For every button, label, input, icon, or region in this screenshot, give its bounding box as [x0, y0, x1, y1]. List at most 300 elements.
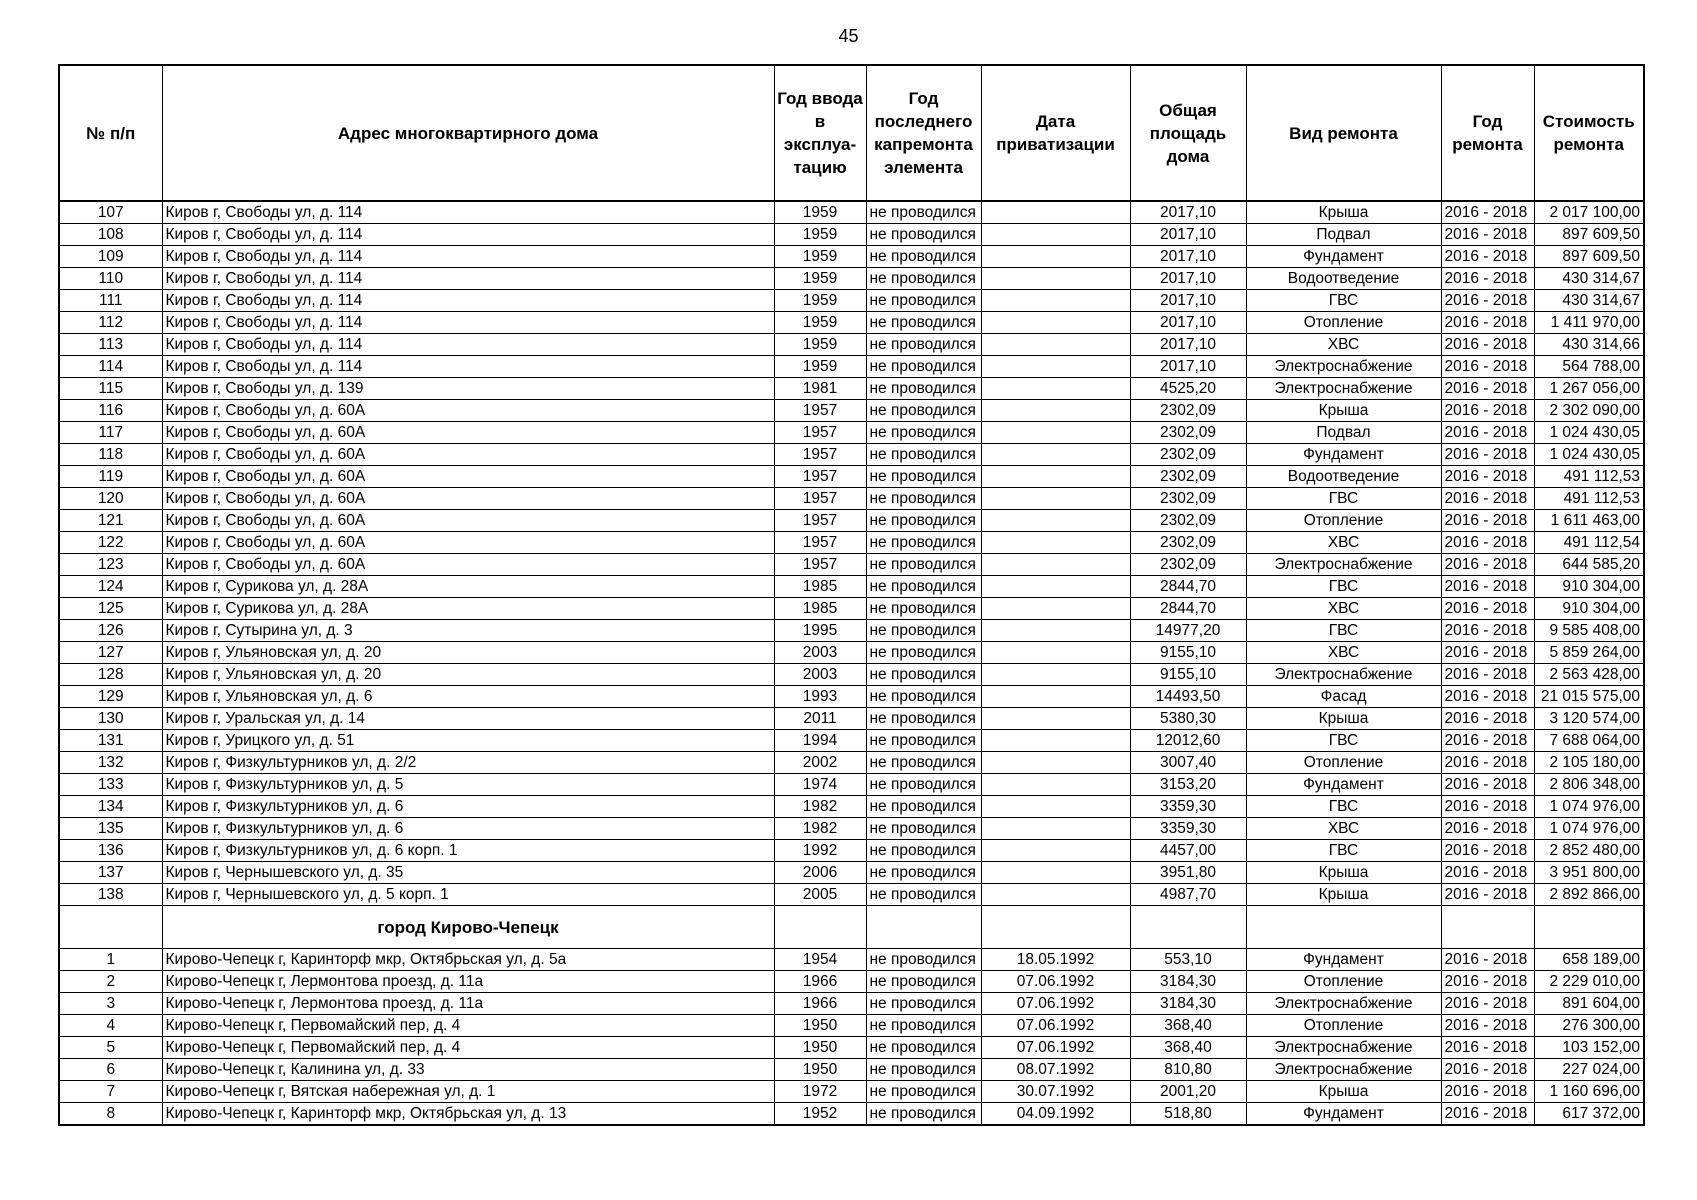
cell-area: 3359,30	[1130, 796, 1246, 818]
cell-cost: 21 015 575,00	[1534, 686, 1644, 708]
table-row	[59, 708, 1644, 730]
table-row	[59, 884, 1644, 906]
table-row	[59, 576, 1644, 598]
section-empty-cell	[866, 906, 981, 949]
cell-repair-type: ХВС	[1246, 642, 1441, 664]
cell-address: Кирово-Чепецк г, Первомайский пер, д. 4	[162, 1037, 774, 1059]
table-row	[59, 246, 1644, 268]
cell-privatization	[981, 444, 1130, 466]
table-row	[59, 554, 1644, 576]
table-row	[59, 488, 1644, 510]
cell-area: 2017,10	[1130, 312, 1246, 334]
section-row	[59, 906, 1644, 949]
cell-repair-year: 2016 - 2018	[1441, 840, 1534, 862]
cell-repair-type: Электроснабжение	[1246, 356, 1441, 378]
cell-cost: 1 611 463,00	[1534, 510, 1644, 532]
cell-repair-year: 2016 - 2018	[1441, 862, 1534, 884]
cell-area: 4525,20	[1130, 378, 1246, 400]
cell-last-repair: не проводился	[866, 422, 981, 444]
cell-num: 126	[59, 620, 162, 642]
cell-num: 122	[59, 532, 162, 554]
cell-address: Киров г, Свободы ул, д. 114	[162, 246, 774, 268]
cell-year-built: 2011	[774, 708, 866, 730]
cell-privatization	[981, 246, 1130, 268]
cell-num: 5	[59, 1037, 162, 1059]
cell-year-built: 1992	[774, 840, 866, 862]
cell-num: 123	[59, 554, 162, 576]
cell-last-repair: не проводился	[866, 752, 981, 774]
cell-repair-type: Электроснабжение	[1246, 1037, 1441, 1059]
cell-num: 120	[59, 488, 162, 510]
cell-repair-year: 2016 - 2018	[1441, 576, 1534, 598]
cell-last-repair: не проводился	[866, 444, 981, 466]
table-header-row	[59, 65, 1644, 201]
cell-area: 3007,40	[1130, 752, 1246, 774]
cell-year-built: 1981	[774, 378, 866, 400]
cell-address: Киров г, Свободы ул, д. 114	[162, 334, 774, 356]
cell-privatization	[981, 774, 1130, 796]
cell-last-repair: не проводился	[866, 949, 981, 971]
cell-area: 2302,09	[1130, 510, 1246, 532]
cell-cost: 1 267 056,00	[1534, 378, 1644, 400]
cell-area: 2017,10	[1130, 224, 1246, 246]
cell-privatization	[981, 840, 1130, 862]
cell-num: 111	[59, 290, 162, 312]
table-row	[59, 818, 1644, 840]
cell-address: Киров г, Сутырина ул, д. 3	[162, 620, 774, 642]
cell-address: Киров г, Свободы ул, д. 114	[162, 201, 774, 224]
cell-num: 138	[59, 884, 162, 906]
cell-area: 2844,70	[1130, 576, 1246, 598]
cell-area: 4987,70	[1130, 884, 1246, 906]
cell-repair-type: Отопление	[1246, 312, 1441, 334]
cell-last-repair: не проводился	[866, 1059, 981, 1081]
table-row	[59, 620, 1644, 642]
cell-privatization: 08.07.1992	[981, 1059, 1130, 1081]
cell-year-built: 1957	[774, 444, 866, 466]
header-repair-year: Год ремонта	[1441, 65, 1534, 201]
cell-num: 127	[59, 642, 162, 664]
cell-year-built: 1995	[774, 620, 866, 642]
cell-last-repair: не проводился	[866, 312, 981, 334]
cell-year-built: 1959	[774, 224, 866, 246]
cell-last-repair: не проводился	[866, 642, 981, 664]
cell-address: Кирово-Чепецк г, Калинина ул, д. 33	[162, 1059, 774, 1081]
table-row	[59, 422, 1644, 444]
cell-repair-type: Подвал	[1246, 422, 1441, 444]
cell-num: 1	[59, 949, 162, 971]
cell-address: Киров г, Свободы ул, д. 60А	[162, 466, 774, 488]
repair-register-table	[58, 64, 1645, 1126]
cell-repair-year: 2016 - 2018	[1441, 642, 1534, 664]
cell-last-repair: не проводился	[866, 466, 981, 488]
table-row	[59, 532, 1644, 554]
cell-repair-year: 2016 - 2018	[1441, 971, 1534, 993]
cell-num: 119	[59, 466, 162, 488]
cell-repair-year: 2016 - 2018	[1441, 1081, 1534, 1103]
cell-repair-year: 2016 - 2018	[1441, 554, 1534, 576]
cell-privatization	[981, 708, 1130, 730]
cell-num: 124	[59, 576, 162, 598]
cell-year-built: 1957	[774, 554, 866, 576]
cell-last-repair: не проводился	[866, 532, 981, 554]
header-privatization: Дата приватизации	[981, 65, 1130, 201]
cell-num: 107	[59, 201, 162, 224]
cell-address: Кирово-Чепецк г, Лермонтова проезд, д. 11а	[162, 971, 774, 993]
cell-area: 12012,60	[1130, 730, 1246, 752]
cell-year-built: 1959	[774, 312, 866, 334]
table-row	[59, 1015, 1644, 1037]
cell-last-repair: не проводился	[866, 378, 981, 400]
cell-area: 5380,30	[1130, 708, 1246, 730]
cell-year-built: 1985	[774, 598, 866, 620]
cell-repair-year: 2016 - 2018	[1441, 664, 1534, 686]
cell-repair-type: ГВС	[1246, 620, 1441, 642]
cell-last-repair: не проводился	[866, 201, 981, 224]
cell-num: 7	[59, 1081, 162, 1103]
cell-num: 110	[59, 268, 162, 290]
cell-year-built: 2006	[774, 862, 866, 884]
cell-cost: 2 302 090,00	[1534, 400, 1644, 422]
cell-address: Киров г, Сурикова ул, д. 28А	[162, 598, 774, 620]
cell-repair-year: 2016 - 2018	[1441, 268, 1534, 290]
cell-repair-type: Крыша	[1246, 1081, 1441, 1103]
cell-cost: 103 152,00	[1534, 1037, 1644, 1059]
cell-repair-year: 2016 - 2018	[1441, 993, 1534, 1015]
cell-address: Киров г, Свободы ул, д. 114	[162, 224, 774, 246]
cell-year-built: 1950	[774, 1015, 866, 1037]
cell-area: 2302,09	[1130, 444, 1246, 466]
cell-cost: 430 314,66	[1534, 334, 1644, 356]
cell-last-repair: не проводился	[866, 1015, 981, 1037]
cell-cost: 1 160 696,00	[1534, 1081, 1644, 1103]
cell-year-built: 2002	[774, 752, 866, 774]
cell-privatization	[981, 224, 1130, 246]
cell-last-repair: не проводился	[866, 774, 981, 796]
cell-address: Киров г, Ульяновская ул, д. 20	[162, 642, 774, 664]
cell-cost: 1 024 430,05	[1534, 422, 1644, 444]
cell-repair-type: Электроснабжение	[1246, 664, 1441, 686]
table-row	[59, 774, 1644, 796]
cell-repair-type: ХВС	[1246, 532, 1441, 554]
cell-repair-type: ХВС	[1246, 334, 1441, 356]
cell-cost: 897 609,50	[1534, 224, 1644, 246]
cell-cost: 430 314,67	[1534, 268, 1644, 290]
cell-year-built: 1957	[774, 510, 866, 532]
cell-privatization: 07.06.1992	[981, 971, 1130, 993]
cell-area: 3359,30	[1130, 818, 1246, 840]
cell-address: Киров г, Свободы ул, д. 60А	[162, 532, 774, 554]
cell-privatization	[981, 268, 1130, 290]
table-row	[59, 312, 1644, 334]
cell-repair-type: Отопление	[1246, 510, 1441, 532]
cell-privatization	[981, 400, 1130, 422]
cell-cost: 658 189,00	[1534, 949, 1644, 971]
table-row	[59, 268, 1644, 290]
section-title: город Кирово-Чепецк	[162, 906, 774, 949]
cell-cost: 491 112,54	[1534, 532, 1644, 554]
cell-privatization	[981, 642, 1130, 664]
cell-last-repair: не проводился	[866, 268, 981, 290]
cell-address: Киров г, Физкультурников ул, д. 6 корп. 1	[162, 840, 774, 862]
cell-privatization	[981, 466, 1130, 488]
table-row	[59, 1081, 1644, 1103]
cell-last-repair: не проводился	[866, 488, 981, 510]
cell-privatization	[981, 576, 1130, 598]
cell-last-repair: не проводился	[866, 576, 981, 598]
cell-privatization	[981, 752, 1130, 774]
cell-repair-year: 2016 - 2018	[1441, 752, 1534, 774]
cell-privatization	[981, 532, 1130, 554]
cell-address: Киров г, Уральская ул, д. 14	[162, 708, 774, 730]
cell-last-repair: не проводился	[866, 818, 981, 840]
cell-cost: 9 585 408,00	[1534, 620, 1644, 642]
cell-privatization: 07.06.1992	[981, 1015, 1130, 1037]
cell-privatization	[981, 620, 1130, 642]
cell-repair-type: Водоотведение	[1246, 466, 1441, 488]
cell-privatization	[981, 334, 1130, 356]
cell-privatization	[981, 796, 1130, 818]
cell-repair-type: Электроснабжение	[1246, 554, 1441, 576]
cell-last-repair: не проводился	[866, 400, 981, 422]
cell-cost: 276 300,00	[1534, 1015, 1644, 1037]
cell-area: 368,40	[1130, 1015, 1246, 1037]
cell-area: 553,10	[1130, 949, 1246, 971]
cell-last-repair: не проводился	[866, 554, 981, 576]
cell-last-repair: не проводился	[866, 884, 981, 906]
cell-cost: 227 024,00	[1534, 1059, 1644, 1081]
cell-area: 2017,10	[1130, 201, 1246, 224]
cell-repair-year: 2016 - 2018	[1441, 818, 1534, 840]
cell-area: 2302,09	[1130, 466, 1246, 488]
table-row	[59, 1037, 1644, 1059]
header-address: Адрес многоквартирного дома	[162, 65, 774, 201]
page-number: 45	[838, 26, 859, 46]
cell-repair-type: Фасад	[1246, 686, 1441, 708]
cell-last-repair: не проводился	[866, 664, 981, 686]
cell-cost: 2 563 428,00	[1534, 664, 1644, 686]
cell-repair-type: Электроснабжение	[1246, 378, 1441, 400]
table-row	[59, 862, 1644, 884]
cell-cost: 897 609,50	[1534, 246, 1644, 268]
cell-cost: 491 112,53	[1534, 466, 1644, 488]
cell-cost: 5 859 264,00	[1534, 642, 1644, 664]
cell-area: 3184,30	[1130, 971, 1246, 993]
cell-num: 112	[59, 312, 162, 334]
cell-cost: 2 105 180,00	[1534, 752, 1644, 774]
cell-area: 9155,10	[1130, 642, 1246, 664]
cell-area: 2017,10	[1130, 334, 1246, 356]
cell-num: 133	[59, 774, 162, 796]
cell-repair-year: 2016 - 2018	[1441, 1015, 1534, 1037]
cell-repair-type: Отопление	[1246, 971, 1441, 993]
cell-repair-year: 2016 - 2018	[1441, 949, 1534, 971]
cell-year-built: 1952	[774, 1103, 866, 1126]
cell-year-built: 1959	[774, 356, 866, 378]
cell-repair-type: Подвал	[1246, 224, 1441, 246]
cell-last-repair: не проводился	[866, 971, 981, 993]
cell-address: Киров г, Свободы ул, д. 114	[162, 290, 774, 312]
cell-address: Киров г, Физкультурников ул, д. 2/2	[162, 752, 774, 774]
table-row	[59, 1059, 1644, 1081]
cell-repair-year: 2016 - 2018	[1441, 290, 1534, 312]
table-row	[59, 598, 1644, 620]
cell-cost: 2 229 010,00	[1534, 971, 1644, 993]
cell-year-built: 1954	[774, 949, 866, 971]
header-repair-type: Вид ремонта	[1246, 65, 1441, 201]
cell-num: 128	[59, 664, 162, 686]
cell-address: Кирово-Чепецк г, Вятская набережная ул, д. 1	[162, 1081, 774, 1103]
section-empty-cell	[1246, 906, 1441, 949]
cell-address: Киров г, Ульяновская ул, д. 6	[162, 686, 774, 708]
cell-num: 117	[59, 422, 162, 444]
cell-repair-year: 2016 - 2018	[1441, 356, 1534, 378]
cell-year-built: 1957	[774, 488, 866, 510]
cell-repair-type: ГВС	[1246, 576, 1441, 598]
cell-last-repair: не проводился	[866, 730, 981, 752]
section-empty-cell	[1534, 906, 1644, 949]
cell-year-built: 1959	[774, 268, 866, 290]
cell-privatization	[981, 488, 1130, 510]
cell-num: 8	[59, 1103, 162, 1126]
cell-cost: 2 852 480,00	[1534, 840, 1644, 862]
cell-privatization	[981, 290, 1130, 312]
cell-num: 137	[59, 862, 162, 884]
cell-last-repair: не проводился	[866, 356, 981, 378]
cell-address: Киров г, Ульяновская ул, д. 20	[162, 664, 774, 686]
cell-num: 121	[59, 510, 162, 532]
cell-repair-type: Фундамент	[1246, 774, 1441, 796]
table-row	[59, 993, 1644, 1015]
cell-privatization: 30.07.1992	[981, 1081, 1130, 1103]
cell-repair-year: 2016 - 2018	[1441, 510, 1534, 532]
cell-year-built: 1985	[774, 576, 866, 598]
table-row	[59, 290, 1644, 312]
cell-address: Киров г, Урицкого ул, д. 51	[162, 730, 774, 752]
cell-address: Киров г, Свободы ул, д. 114	[162, 356, 774, 378]
cell-num: 114	[59, 356, 162, 378]
cell-repair-type: Крыша	[1246, 400, 1441, 422]
table-row	[59, 664, 1644, 686]
cell-year-built: 1950	[774, 1037, 866, 1059]
cell-repair-year: 2016 - 2018	[1441, 796, 1534, 818]
cell-cost: 2 017 100,00	[1534, 201, 1644, 224]
cell-address: Киров г, Свободы ул, д. 60А	[162, 488, 774, 510]
cell-year-built: 1950	[774, 1059, 866, 1081]
cell-address: Киров г, Сурикова ул, д. 28А	[162, 576, 774, 598]
cell-last-repair: не проводился	[866, 1103, 981, 1126]
cell-num: 129	[59, 686, 162, 708]
cell-area: 2302,09	[1130, 554, 1246, 576]
cell-num: 108	[59, 224, 162, 246]
cell-privatization	[981, 664, 1130, 686]
cell-repair-type: ГВС	[1246, 730, 1441, 752]
cell-num: 6	[59, 1059, 162, 1081]
section-empty-cell	[1130, 906, 1246, 949]
section-empty-cell	[1441, 906, 1534, 949]
cell-area: 3184,30	[1130, 993, 1246, 1015]
cell-address: Киров г, Свободы ул, д. 60А	[162, 444, 774, 466]
cell-area: 2017,10	[1130, 246, 1246, 268]
cell-year-built: 1959	[774, 201, 866, 224]
cell-repair-year: 2016 - 2018	[1441, 378, 1534, 400]
cell-num: 134	[59, 796, 162, 818]
cell-privatization	[981, 378, 1130, 400]
cell-repair-type: ГВС	[1246, 488, 1441, 510]
cell-repair-type: ГВС	[1246, 290, 1441, 312]
cell-year-built: 1959	[774, 290, 866, 312]
cell-privatization: 07.06.1992	[981, 993, 1130, 1015]
cell-address: Кирово-Чепецк г, Первомайский пер, д. 4	[162, 1015, 774, 1037]
cell-year-built: 1972	[774, 1081, 866, 1103]
cell-last-repair: не проводился	[866, 598, 981, 620]
cell-address: Киров г, Свободы ул, д. 139	[162, 378, 774, 400]
cell-address: Киров г, Чернышевского ул, д. 35	[162, 862, 774, 884]
cell-cost: 1 074 976,00	[1534, 796, 1644, 818]
table-row	[59, 796, 1644, 818]
cell-repair-type: Фундамент	[1246, 1103, 1441, 1126]
header-area: Общая площадь дома	[1130, 65, 1246, 201]
cell-repair-year: 2016 - 2018	[1441, 334, 1534, 356]
cell-repair-type: Отопление	[1246, 752, 1441, 774]
cell-last-repair: не проводился	[866, 686, 981, 708]
table-row	[59, 840, 1644, 862]
table-row	[59, 378, 1644, 400]
cell-area: 3153,20	[1130, 774, 1246, 796]
cell-last-repair: не проводился	[866, 510, 981, 532]
cell-privatization	[981, 818, 1130, 840]
cell-repair-year: 2016 - 2018	[1441, 686, 1534, 708]
cell-area: 14977,20	[1130, 620, 1246, 642]
cell-privatization	[981, 312, 1130, 334]
cell-repair-year: 2016 - 2018	[1441, 444, 1534, 466]
table-body-kirovo-chepetsk	[59, 949, 1644, 1126]
table-row	[59, 466, 1644, 488]
cell-repair-year: 2016 - 2018	[1441, 400, 1534, 422]
cell-repair-type: Крыша	[1246, 884, 1441, 906]
cell-area: 2017,10	[1130, 356, 1246, 378]
cell-year-built: 2005	[774, 884, 866, 906]
cell-address: Киров г, Свободы ул, д. 60А	[162, 400, 774, 422]
cell-repair-type: Электроснабжение	[1246, 993, 1441, 1015]
cell-repair-year: 2016 - 2018	[1441, 224, 1534, 246]
cell-year-built: 1959	[774, 334, 866, 356]
cell-address: Кирово-Чепецк г, Лермонтова проезд, д. 11а	[162, 993, 774, 1015]
cell-repair-year: 2016 - 2018	[1441, 1103, 1534, 1126]
cell-repair-year: 2016 - 2018	[1441, 1037, 1534, 1059]
cell-area: 2302,09	[1130, 400, 1246, 422]
cell-address: Кирово-Чепецк г, Каринторф мкр, Октябрьская ул, д. 13	[162, 1103, 774, 1126]
cell-last-repair: не проводился	[866, 840, 981, 862]
cell-privatization	[981, 884, 1130, 906]
cell-repair-year: 2016 - 2018	[1441, 532, 1534, 554]
table-row	[59, 1103, 1644, 1126]
cell-cost: 3 951 800,00	[1534, 862, 1644, 884]
cell-cost: 910 304,00	[1534, 576, 1644, 598]
table-row	[59, 201, 1644, 224]
cell-num: 130	[59, 708, 162, 730]
cell-area: 368,40	[1130, 1037, 1246, 1059]
cell-repair-type: Крыша	[1246, 708, 1441, 730]
cell-area: 2017,10	[1130, 268, 1246, 290]
cell-area: 518,80	[1130, 1103, 1246, 1126]
cell-cost: 564 788,00	[1534, 356, 1644, 378]
cell-cost: 2 892 866,00	[1534, 884, 1644, 906]
table-row	[59, 510, 1644, 532]
cell-year-built: 2003	[774, 664, 866, 686]
cell-year-built: 1959	[774, 246, 866, 268]
cell-area: 2001,20	[1130, 1081, 1246, 1103]
